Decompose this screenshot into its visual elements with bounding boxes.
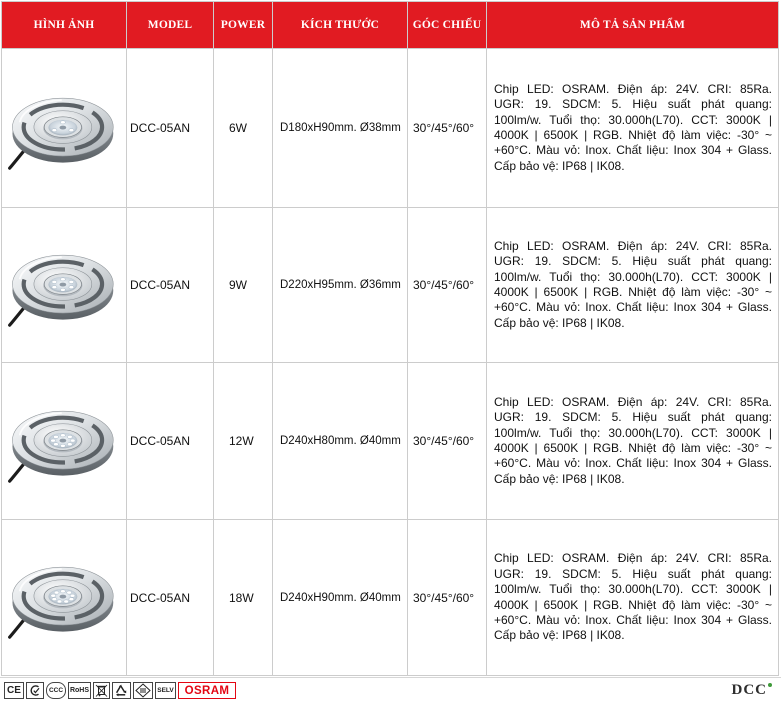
description-line: UGR: 19. SDCM: 5. Hiệu suất phát quang:: [494, 566, 772, 581]
product-spec-table: [1, 1, 779, 676]
description-text: [494, 82, 772, 174]
description-line: +60°C. Màu vỏ: Inox. Chất liệu: Inox 304 + Glass.: [494, 456, 772, 471]
weee-bin-icon: [93, 682, 110, 699]
class-iii-icon: [133, 682, 153, 699]
dcc-logo: [732, 681, 773, 700]
footer-divider: [0, 677, 781, 678]
description-line: UGR: 19. SDCM: 5. Hiệu suất phát quang:: [494, 97, 772, 112]
ce-mark-icon: CE: [4, 682, 24, 699]
size-cell: D220xH95mm. Ø36mm: [273, 208, 407, 362]
description-line: 100lm/w. Tuổi thọ: 30.000h(L70). CCT: 3000K |: [494, 112, 772, 127]
product-image-cell: [2, 49, 126, 207]
description-line: Cấp bảo vệ: IP68 | IK08.: [494, 315, 625, 330]
size-cell: D240xH80mm. Ø40mm: [273, 363, 407, 519]
ccc-mark-icon: CCC: [46, 682, 66, 699]
product-image-cell: [2, 520, 126, 675]
description-line: 100lm/w. Tuổi thọ: 30.000h(L70). CCT: 3000K |: [494, 269, 772, 284]
model-cell: DCC-05AN: [127, 363, 213, 519]
description-line: Cấp bảo vệ: IP68 | IK08.: [494, 628, 625, 643]
model-cell: DCC-05AN: [127, 49, 213, 207]
beam-angle-cell: 30°/45°/60°: [408, 363, 486, 519]
product-image-cell: [2, 363, 126, 519]
power-cell: 9W: [214, 208, 272, 362]
description-text: [494, 239, 772, 331]
product-image: [5, 241, 117, 330]
header-beam-angle: GÓC CHIẾU: [408, 2, 486, 48]
beam-angle-cell: 30°/45°/60°: [408, 49, 486, 207]
description-cell: [487, 49, 778, 207]
description-line: UGR: 19. SDCM: 5. Hiệu suất phát quang:: [494, 410, 772, 425]
model-cell: DCC-05AN: [127, 208, 213, 362]
power-cell: 18W: [214, 520, 272, 675]
description-line: +60°C. Màu vỏ: Inox. Chất liệu: Inox 304 + Glass.: [494, 300, 772, 315]
logo-dot-icon: [768, 683, 772, 687]
description-line: Chip LED: OSRAM. Điện áp: 24V. CRI: 85Ra.: [494, 81, 772, 96]
power-cell: 12W: [214, 363, 272, 519]
product-image: [5, 397, 117, 486]
product-image: [5, 553, 117, 642]
size-cell: D240xH90mm. Ø40mm: [273, 520, 407, 675]
header-description: MÔ TẢ SẢN PHẨM: [487, 2, 778, 48]
recycle-icon: [112, 682, 131, 699]
header-image: HÌNH ẢNH: [2, 2, 126, 48]
header-power: POWER: [214, 2, 272, 48]
description-line: 100lm/w. Tuổi thọ: 30.000h(L70). CCT: 3000K |: [494, 425, 772, 440]
product-image: [5, 84, 117, 173]
rcm-mark-icon: [26, 682, 44, 699]
rohs-mark-icon: RoHS: [68, 682, 91, 699]
description-line: +60°C. Màu vỏ: Inox. Chất liệu: Inox 304 + Glass.: [494, 612, 772, 627]
power-cell: 6W: [214, 49, 272, 207]
description-line: Cấp bảo vệ: IP68 | IK08.: [494, 158, 625, 173]
description-cell: [487, 520, 778, 675]
size-cell: D180xH90mm. Ø38mm: [273, 49, 407, 207]
description-line: UGR: 19. SDCM: 5. Hiệu suất phát quang:: [494, 254, 772, 269]
description-line: 4000K | 6500K | RGB. Nhiệt độ làm việc: -30° ~: [494, 128, 772, 142]
description-line: Chip LED: OSRAM. Điện áp: 24V. CRI: 85Ra.: [494, 394, 772, 409]
description-line: Chip LED: OSRAM. Điện áp: 24V. CRI: 85Ra.: [494, 238, 772, 253]
description-cell: [487, 363, 778, 519]
description-line: 4000K | 6500K | RGB. Nhiệt độ làm việc: -30° ~: [494, 597, 772, 612]
description-cell: [487, 208, 778, 362]
dcc-logo-text: DCC: [731, 682, 767, 698]
header-model: MODEL: [127, 2, 213, 48]
description-line: 4000K | 6500K | RGB. Nhiệt độ làm việc: -30° ~: [494, 441, 772, 455]
description-text: [494, 551, 772, 643]
model-cell: DCC-05AN: [127, 520, 213, 675]
description-line: +60°C. Màu vỏ: Inox. Chất liệu: Inox 304 + Glass.: [494, 143, 772, 158]
description-line: 4000K | 6500K | RGB. Nhiệt độ làm việc: -30° ~: [494, 285, 772, 299]
selv-mark-icon: SELV: [155, 682, 176, 699]
certification-marks: [4, 682, 236, 699]
description-line: Cấp bảo vệ: IP68 | IK08.: [494, 471, 625, 486]
description-line: Chip LED: OSRAM. Điện áp: 24V. CRI: 85Ra.: [494, 551, 772, 566]
header-size: KÍCH THƯỚC: [273, 2, 407, 48]
osram-logo: OSRAM: [178, 682, 236, 699]
product-image-cell: [2, 208, 126, 362]
description-text: [494, 395, 772, 487]
beam-angle-cell: 30°/45°/60°: [408, 208, 486, 362]
description-line: 100lm/w. Tuổi thọ: 30.000h(L70). CCT: 3000K |: [494, 582, 772, 597]
beam-angle-cell: 30°/45°/60°: [408, 520, 486, 675]
